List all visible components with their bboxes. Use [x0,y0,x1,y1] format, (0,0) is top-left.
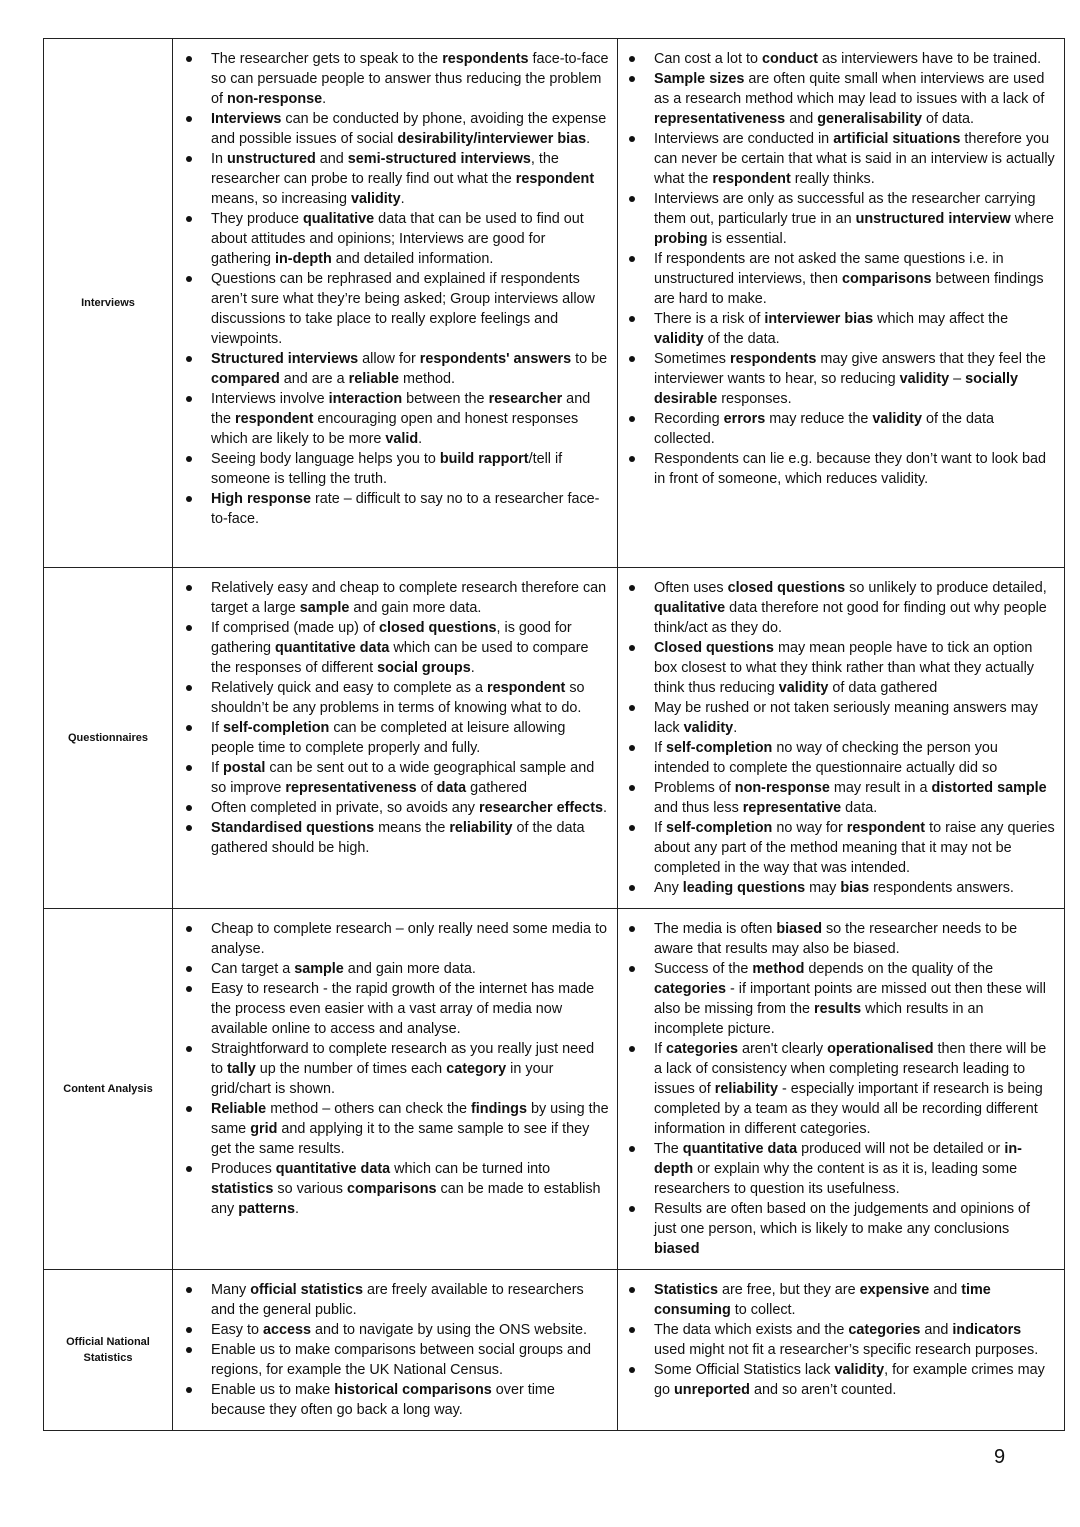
strengths-list [173,1270,617,1430]
weakness-point: Closed questions may mean people have to tick an option box closest to what they think rather than what they actually think thus reducing validity of data gathered [618,638,1056,698]
weaknesses-cell [618,39,1065,568]
weaknesses-cell [618,1270,1065,1431]
weakness-point: Often uses closed questions so unlikely to produce detailed, qualitative data therefore not good for finding out why people think/act as they do. [618,578,1056,638]
weakness-point: Problems of non-response may result in a distorted sample and thus less representative data. [618,778,1056,818]
weakness-point: If self-completion no way for respondent to raise any queries about any part of the method meaning that it may not be completed in the way that was intended. [618,818,1056,878]
strength-point: Many official statistics are freely available to researchers and the general public. [173,1280,609,1320]
strengths-cell [173,1270,618,1431]
row-content-analysis [44,909,1065,1270]
strength-point: Seeing body language helps you to build rapport/tell if someone is telling the truth. [173,449,609,489]
strengths-cell [173,909,618,1270]
strength-point: Interviews involve interaction between the researcher and the respondent encouraging open and honest responses which are likely to be more valid. [173,389,609,449]
strength-point: High response rate – difficult to say no to a researcher face-to-face. [173,489,609,529]
strength-point: Produces quantitative data which can be turned into statistics so various comparisons can be made to establish any patterns. [173,1159,609,1219]
strength-point: Can target a sample and gain more data. [173,959,609,979]
weakness-point: Results are often based on the judgements and opinions of just one person, which is likely to make any conclusions biased [618,1199,1056,1259]
weakness-point: Any leading questions may bias respondents answers. [618,878,1056,898]
strengths-list [173,568,617,868]
strength-point: Straightforward to complete research as you really just need to tally up the number of times each category in your grid/chart is shown. [173,1039,609,1099]
weakness-point: The quantitative data produced will not be detailed or in-depth or explain why the content is as it is, leading some researchers to question its usefulness. [618,1139,1056,1199]
weakness-point: Can cost a lot to conduct as interviewers have to be trained. [618,49,1056,69]
strength-point: Interviews can be conducted by phone, avoiding the expense and possible issues of social desirability/interviewer bias. [173,109,609,149]
strength-point: Relatively quick and easy to complete as a respondent so shouldn’t be any problems in terms of knowing what to do. [173,678,609,718]
strength-point: They produce qualitative data that can be used to find out about attitudes and opinions; Interviews are good for gathering in-depth and detailed information. [173,209,609,269]
row-interviews [44,39,1065,568]
strengths-cell [173,39,618,568]
strength-point: Enable us to make historical comparisons over time because they often go back a long way. [173,1380,609,1420]
weaknesses-cell [618,568,1065,909]
weakness-point: The media is often biased so the researcher needs to be aware that results may also be biased. [618,919,1056,959]
weakness-point: Recording errors may reduce the validity of the data collected. [618,409,1056,449]
weaknesses-list [618,1270,1064,1410]
row-questionnaires [44,568,1065,909]
strength-point: Enable us to make comparisons between social groups and regions, for example the UK National Census. [173,1340,609,1380]
strength-point: Easy to access and to navigate by using the ONS website. [173,1320,609,1340]
strength-point: In unstructured and semi-structured interviews, the researcher can probe to really find out what the respondent means, so increasing validity. [173,149,609,209]
strength-point: Often completed in private, so avoids any researcher effects. [173,798,609,818]
weaknesses-cell [618,909,1065,1270]
row-official-national-statistics [44,1270,1065,1431]
strength-point: Questions can be rephrased and explained if respondents aren’t sure what they’re being asked; Group interviews allow discussions to take place to really explore feelings and viewpoints. [173,269,609,349]
strength-point: Relatively easy and cheap to complete research therefore can target a large sample and gain more data. [173,578,609,618]
weakness-point: Sample sizes are often quite small when interviews are used as a research method which may lead to issues with a lack of representativeness and generalisability of data. [618,69,1056,129]
research-methods-table [43,38,1065,1431]
method-label: Questionnaires [44,568,173,909]
strength-point: Reliable method – others can check the findings by using the same grid and applying it to the same sample to see if they get the same results. [173,1099,609,1159]
strength-point: If comprised (made up) of closed questions, is good for gathering quantitative data which can be used to compare the responses of different social groups. [173,618,609,678]
weakness-point: If respondents are not asked the same questions i.e. in unstructured interviews, then comparisons between findings are hard to make. [618,249,1056,309]
weakness-point: Respondents can lie e.g. because they don’t want to look bad in front of someone, which reduces validity. [618,449,1056,489]
weakness-point: Success of the method depends on the quality of the categories - if important points are missed out then these will also be missing from the results which results in an incomplete picture. [618,959,1056,1039]
strength-point: The researcher gets to speak to the respondents face-to-face so can persuade people to answer thus reducing the problem of non-response. [173,49,609,109]
weakness-point: If categories aren't clearly operationalised then there will be a lack of consistency when completing research leading to issues of reliability - especially important if research is being completed by a team as they would all be recording different information in different categories. [618,1039,1056,1139]
strength-point: Standardised questions means the reliability of the data gathered should be high. [173,818,609,858]
strengths-cell [173,568,618,909]
strength-point: Structured interviews allow for respondents' answers to be compared and are a reliable method. [173,349,609,389]
weakness-point: Statistics are free, but they are expensive and time consuming to collect. [618,1280,1056,1320]
weakness-point: Some Official Statistics lack validity, for example crimes may go unreported and so aren’t counted. [618,1360,1056,1400]
weaknesses-list [618,909,1064,1269]
method-label: Interviews [44,39,173,568]
weakness-point: Interviews are conducted in artificial situations therefore you can never be certain that what is said in an interview is actually what the respondent really thinks. [618,129,1056,189]
weakness-point: May be rushed or not taken seriously meaning answers may lack validity. [618,698,1056,738]
weaknesses-list [618,39,1064,499]
strength-point: Cheap to complete research – only really need some media to analyse. [173,919,609,959]
strength-point: If self-completion can be completed at leisure allowing people time to complete properly and fully. [173,718,609,758]
strength-point: Easy to research - the rapid growth of the internet has made the process even easier with a vast array of media now available online to access and analyse. [173,979,609,1039]
method-label: Content Analysis [44,909,173,1270]
weakness-point: If self-completion no way of checking the person you intended to complete the questionnaire actually did so [618,738,1056,778]
method-label: Official National Statistics [44,1270,173,1431]
page-number: 9 [994,1446,1006,1468]
weaknesses-list [618,568,1064,908]
strengths-list [173,39,617,539]
weakness-point: There is a risk of interviewer bias which may affect the validity of the data. [618,309,1056,349]
weakness-point: The data which exists and the categories and indicators used might not fit a researcher’s specific research purposes. [618,1320,1056,1360]
strength-point: If postal can be sent out to a wide geographical sample and so improve representativeness of data gathered [173,758,609,798]
weakness-point: Sometimes respondents may give answers that they feel the interviewer wants to hear, so reducing validity – socially desirable responses. [618,349,1056,409]
weakness-point: Interviews are only as successful as the researcher carrying them out, particularly true in an unstructured interview where probing is essential. [618,189,1056,249]
strengths-list [173,909,617,1229]
